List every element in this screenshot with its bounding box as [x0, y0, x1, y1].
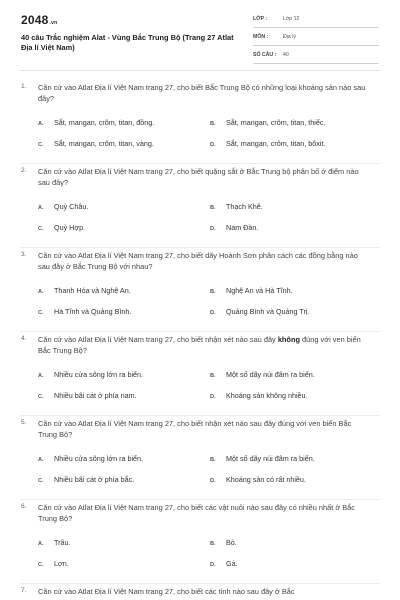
- option-b[interactable]: [210, 370, 315, 379]
- option-text: Nhiều cửa sông lớn ra biển.: [54, 454, 144, 463]
- option-text: Nhiều bãi cát ở phía nam.: [54, 391, 137, 400]
- header-divider: [20, 70, 380, 71]
- option-c[interactable]: [38, 559, 69, 568]
- brand-logo[interactable]: [21, 13, 57, 27]
- option-letter: D.: [210, 562, 216, 568]
- option-letter: D.: [210, 142, 216, 148]
- question-text: Căn cứ vào Atlat Địa lí Việt Nam trang 27, cho biết nhận xét nào sau đây đúng với ven biển Bắc Trung Bộ?: [38, 419, 352, 439]
- meta-row-subject: [253, 32, 379, 46]
- option-letter: A.: [38, 289, 44, 295]
- question-number: 2.: [21, 167, 27, 174]
- count-value: 40: [283, 52, 289, 58]
- option-a[interactable]: [38, 202, 88, 211]
- option-text: Bò.: [226, 538, 237, 547]
- option-text: Thạch Khê.: [226, 202, 263, 211]
- option-b[interactable]: [210, 118, 325, 127]
- option-letter: A.: [38, 121, 44, 127]
- question-text: Căn cứ vào Atlat Địa lí Việt Nam trang 27, cho biết dãy Hoành Sơn phân cách các đồng bằng nào sau đây ở Bắc Trung Bộ với nhau?: [38, 251, 358, 271]
- question-number: 4.: [21, 335, 27, 342]
- option-text: Khoáng sản không nhiều.: [226, 391, 308, 400]
- question-number: 5.: [21, 419, 27, 426]
- option-text: Sắt, mangan, crôm, titan, đồng.: [54, 118, 155, 127]
- question-emphasis: không: [277, 335, 300, 344]
- document-title: 40 câu Trắc nghiệm Alat - Vùng Bắc Trung Bộ (Trang 27 Atlat Địa lí Việt Nam): [21, 33, 234, 52]
- option-letter: B.: [210, 289, 216, 295]
- option-letter: D.: [210, 310, 216, 316]
- option-text: Quỳ Châu.: [54, 202, 89, 211]
- option-letter: B.: [210, 373, 216, 379]
- option-text: Nghệ An và Hà Tĩnh.: [226, 286, 293, 295]
- option-text: Quỳ Hợp.: [54, 223, 86, 232]
- question-number: 6.: [21, 503, 27, 510]
- option-text: Sắt, mangan, crôm, titan, vàng.: [54, 139, 154, 148]
- option-d[interactable]: [210, 475, 306, 484]
- meta-row-class: [253, 14, 379, 28]
- brand-name: 2048: [21, 13, 49, 27]
- option-text: Lợn.: [54, 559, 69, 568]
- option-text: Hà Tĩnh và Quảng Bình.: [54, 307, 132, 316]
- option-text: Thanh Hóa và Nghệ An.: [54, 286, 131, 295]
- option-c[interactable]: [38, 139, 154, 148]
- count-label: SỐ CÂU :: [253, 52, 277, 58]
- option-letter: A.: [38, 373, 44, 379]
- option-letter: C.: [38, 226, 44, 232]
- option-d[interactable]: [210, 391, 308, 400]
- option-letter: C.: [38, 310, 44, 316]
- question-text: [38, 334, 370, 356]
- option-b[interactable]: [210, 202, 263, 211]
- option-d[interactable]: [210, 307, 310, 316]
- question-text-part: đúng với ven biển Bắc Trung Bộ?: [38, 335, 361, 355]
- option-c[interactable]: [38, 223, 85, 232]
- option-d[interactable]: [210, 223, 258, 232]
- option-text: Nam Đàn.: [226, 223, 259, 232]
- option-a[interactable]: [38, 370, 143, 379]
- option-d[interactable]: [210, 559, 238, 568]
- option-letter: D.: [210, 394, 216, 400]
- option-text: Sắt, mangan, crôm, titan, bôxit.: [226, 139, 326, 148]
- option-letter: D.: [210, 478, 216, 484]
- option-a[interactable]: [38, 118, 154, 127]
- question-text: Căn cứ vào Atlat Địa lí Việt Nam trang 27, cho biết các tỉnh nào sau đây ở Bắc: [38, 587, 295, 596]
- question-3: [0, 248, 400, 332]
- option-text: Gà.: [226, 559, 238, 568]
- question-7: [0, 584, 400, 600]
- option-letter: C.: [38, 562, 44, 568]
- worksheet-header: [0, 0, 400, 62]
- option-letter: B.: [210, 541, 216, 547]
- question-1: [0, 80, 400, 164]
- option-letter: A.: [38, 205, 44, 211]
- question-5: [0, 416, 400, 500]
- question-text: Căn cứ vào Atlat Địa lí Việt Nam trang 27, cho biết quặng sắt ở Bắc Trung bộ phân bố ở điểm nào sau đây?: [38, 167, 359, 187]
- option-b[interactable]: [210, 454, 315, 463]
- question-text: Căn cứ vào Atlat Địa lí Việt Nam trang 27, cho biết Bắc Trung Bộ có những loại khoáng sản nào sau đây?: [38, 83, 366, 103]
- option-text: Khoáng sản có rất nhiều.: [226, 475, 306, 484]
- option-letter: B.: [210, 205, 216, 211]
- question-text-part: Căn cứ vào Atlat Địa lí Việt Nam trang 27, cho biết nhận xét nào sau đây: [38, 335, 278, 344]
- question-number: 7.: [21, 587, 27, 594]
- question-number: 1.: [21, 83, 27, 90]
- option-b[interactable]: [210, 538, 237, 547]
- meta-row-count: [253, 50, 379, 64]
- option-text: Quảng Bình và Quảng Trị.: [226, 307, 310, 316]
- option-a[interactable]: [38, 286, 131, 295]
- option-letter: C.: [38, 478, 44, 484]
- question-list: [0, 80, 400, 600]
- question-text: Căn cứ vào Atlat Địa lí Việt Nam trang 27, cho biết các vật nuôi nào sau đây có nhiều nhất ở Bắc Trung Bộ?: [38, 503, 355, 523]
- option-letter: B.: [210, 457, 216, 463]
- option-a[interactable]: [38, 538, 71, 547]
- brand-suffix: .vn: [49, 20, 58, 26]
- class-value: Lớp 12: [283, 16, 300, 22]
- option-a[interactable]: [38, 454, 143, 463]
- question-number: 3.: [21, 251, 27, 258]
- option-text: Một số dãy núi đâm ra biển.: [226, 370, 315, 379]
- question-6: [0, 500, 400, 584]
- option-letter: C.: [38, 394, 44, 400]
- option-c[interactable]: [38, 475, 134, 484]
- class-label: LỚP :: [253, 16, 268, 22]
- option-letter: C.: [38, 142, 44, 148]
- subject-value: Địa lý: [283, 34, 296, 40]
- option-text: Một số dãy núi đâm ra biển.: [226, 454, 315, 463]
- option-c[interactable]: [38, 307, 131, 316]
- option-letter: A.: [38, 457, 44, 463]
- question-4: [0, 332, 400, 416]
- subject-label: MÔN :: [253, 34, 269, 40]
- option-letter: A.: [38, 541, 44, 547]
- option-letter: D.: [210, 226, 216, 232]
- option-b[interactable]: [210, 286, 293, 295]
- option-text: Sắt, mangan, crôm, titan, thiếc.: [226, 118, 326, 127]
- option-text: Trâu.: [54, 538, 71, 547]
- option-c[interactable]: [38, 391, 137, 400]
- option-letter: B.: [210, 121, 216, 127]
- option-text: Nhiều bãi cát ở phía bắc.: [54, 475, 135, 484]
- option-d[interactable]: [210, 139, 325, 148]
- option-text: Nhiều cửa sông lớn ra biển.: [54, 370, 144, 379]
- question-2: [0, 164, 400, 248]
- meta-panel: [253, 14, 379, 68]
